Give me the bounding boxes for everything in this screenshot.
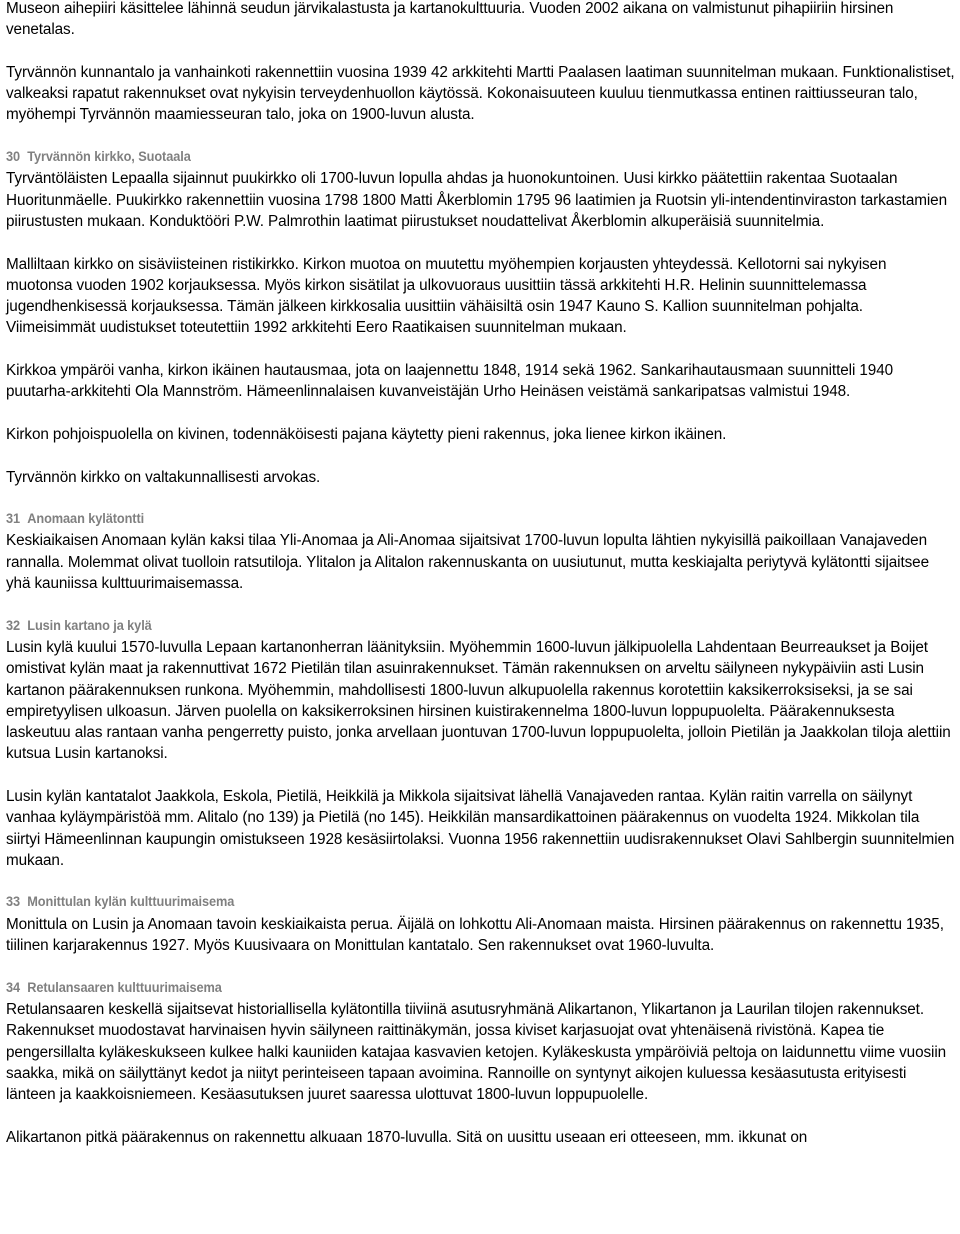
section-paragraph: Tyrväntöläisten Lepaalla sijainnut puukirkko oli 1700-luvun lopulla ahdas ja huonokuntoinen. Uusi kirkko päätettiin rakentaa Suotaalan Huoritunmäelle. Puukirkko rakennettiin vuosina 1798 1800 Matti Åkerblomin 1795 96 laatimien ja Ruotsin yli-intendentinviraston tarkastamien piirustusten mukaan. Konduktööri P.W. Palmrothin laatimat piirustukset noudattelivat Åkerblomin alkuperäisiä suunnitelmia.: [6, 170, 947, 230]
section-paragraph: Kirkkoa ympäröi vanha, kirkon ikäinen hautausmaa, jota on laajennettu 1848, 1914 sekä 1962. Sankarihautausmaan suunnitteli 1940 puutarha-arkkitehti Ola Mannström. Hämeenlinnalaisen kuvanveistäjän Urho Heinäsen veistämä sankaripatsas valmistui 1948.: [6, 362, 894, 401]
section-33: [6, 892, 956, 956]
section-heading: [6, 616, 861, 637]
intro-paragraph-1: Museon aihepiiri käsittelee lähinnä seudun järvikalastusta ja kartanokulttuuria. Vuoden 2002 aikana on valmistunut pihapiiriin hirsinen venetalas.: [6, 0, 894, 39]
section-title: Monittulan kylän kulttuurimaisema: [27, 894, 235, 911]
section-paragraph: Alikartanon pitkä päärakennus on rakennettu alkuaan 1870-luvulla. Sitä on uusittu useaan eri otteeseen, mm. ikkunat on: [6, 1128, 808, 1146]
intro-paragraph-2: Tyrvännön kunnantalo ja vanhainkoti rakennettiin vuosina 1939 42 arkkitehti Martti Paalasen laatiman suunnitelman mukaan. Funktionalistiset, valkeaksi rapatut rakennukset ovat nykyisin terveydenhuollon käytössä. Kokonaisuuteen kuuluu tienmutkassa entinen raittiusseuran talo, myöhempi Tyrvännön maamiesseuran talo, joka on 1900-luvun alusta.: [6, 63, 955, 124]
section-number: 32: [6, 617, 21, 634]
section-heading: [6, 147, 861, 168]
section-title: Lusin kartano ja kylä: [27, 617, 152, 634]
section-number: 31: [6, 511, 21, 528]
section-30: [6, 147, 956, 488]
document-page: [6, 0, 956, 1148]
section-paragraph: Retulansaaren keskellä sijaitsevat historiallisella kylätontilla tiiviinä asutusryhmänä Alikartanon, Ylikartanon ja Laurilan tilojen rakennukset. Rakennukset muodostavat harvinaisen hyvin säilyneen raittinäkymän, jossa kiviset karjasuojat ovat yhtenäisenä rivistönä. Kapea tie pengersillalta kyläkeskukseen kulkee halki kauniiden katajaa kasvavien ketojen. Kyläkeskusta ympäröiviä peltoja on laidunnettu viime vuosiin saakka, mikä on säilyttänyt kedot ja niityt perinteiseen tapaan avoimina. Rannoille on syntynyt aikojen kuluessa kesäasutusta erityisesti länteen ja kaakkoisniemeen. Kesäasutuksen juuret saaressa ulottuvat 1800-luvun loppupuolelle.: [6, 1000, 947, 1104]
section-heading: [6, 892, 861, 913]
section-32: [6, 616, 956, 872]
section-number: 30: [6, 149, 21, 166]
section-34: [6, 978, 956, 1148]
section-paragraph: Lusin kylän kantatalot Jaakkola, Eskola, Pietilä, Heikkilä ja Mikkola sijaitsivat lähellä Vanajaveden rantaa. Kylän raitin varrella on säilynyt vanhaa kyläympäristöä mm. Alitalo (no 139) ja Pietilä (no 145). Heikkilän mansardikattoinen päärakennus on vuodelta 1924. Mikkolan tila siirtyi Hämeenlinnan kaupungin omistukseen 1928 kesäsiirtolaksi. Vuonna 1956 rakennettiin uudisrakennukset Olavi Sahlbergin suunnitelmien mukaan.: [6, 787, 955, 869]
section-title: Retulansaaren kulttuurimaisema: [27, 979, 222, 996]
section-number: 34: [6, 979, 21, 996]
section-number: 33: [6, 894, 21, 911]
section-title: Tyrvännön kirkko, Suotaala: [27, 149, 191, 166]
section-31: [6, 509, 956, 594]
section-paragraph: Malliltaan kirkko on sisäviisteinen ristikirkko. Kirkon muotoa on muutettu myöhempien korjausten yhteydessä. Kellotorni sai nykyisen muotonsa vuoden 1902 korjauksessa. Myös kirkon sisätilat ja ulkovuoraus uusittiin tässä arkkitehti H.R. Helinin suunnittelemassa jugendhenkisessä korjauksessa. Tämän jälkeen kirkkosalia uusittiin vähäisiltä osin 1947 Kauno S. Kallion suunnitelman pohjalta. Viimeisimmät uudistukset toteutettiin 1992 arkkitehti Eero Raatikaisen suunnitelman mukaan.: [6, 255, 887, 337]
section-paragraph: Kirkon pohjoispuolella on kivinen, todennäköisesti pajana käytetty pieni rakennus, joka lienee kirkon ikäinen.: [6, 425, 727, 443]
section-paragraph: Tyrvännön kirkko on valtakunnallisesti arvokas.: [6, 468, 321, 486]
section-title: Anomaan kylätontti: [27, 511, 145, 528]
section-heading: [6, 509, 861, 530]
section-paragraph: Lusin kylä kuului 1570-luvulla Lepaan kartanonherran läänityksiin. Myöhemmin 1600-luvun jälkipuolella Lahdentaan Beurreaukset ja Boijet omistivat kylän maat ja rakennuttivat 1672 Pietilän tilan asuinrakennukset. Tämän rakennuksen on arveltu säilyneen nykypäiviin asti Lusin kartanon päärakennuksen runkona. Myöhemmin, mahdollisesti 1800-luvun alkupuolella rakennus korotettiin kaksikerroksiseksi, ja se sai empiretyylisen ulkoasun. Järven puolella on kaksikerroksinen hirsinen kuistirakennelma 1800-luvun loppupuolelta. Päärakennuksesta laskeutuu alas rantaan vanha pengerretty puisto, jonka arvellaan juontuvan 1700-luvun loppupuolelta, jolloin Pietilän ja Jaakkolan tiloja alettiin kutsua Lusin kartanoksi.: [6, 638, 951, 763]
section-heading: [6, 978, 861, 999]
section-paragraph: Monittula on Lusin ja Anomaan tavoin keskiaikaista perua. Äijälä on lohkottu Ali-Anomaan maista. Hirsinen päärakennus on rakennettu 1935, tiilinen karjarakennus 1927. Myös Kuusivaara on Monittulan kantatalo. Sen rakennukset ovat 1960-luvulta.: [6, 915, 944, 955]
section-paragraph: Keskiaikaisen Anomaan kylän kaksi tilaa Yli-Anomaa ja Ali-Anomaa sijaitsivat 1700-luvun lopulta lähtien nykyisillä paikoillaan Vanajaveden rannalla. Molemmat olivat tuolloin ratsutiloja. Ylitalon ja Alitalon rakennuskanta on uusiutunut, mutta keskiajalta periytyvä kylätontti sijaitsee yhä kauniissa kulttuurimaisemassa.: [6, 532, 929, 593]
